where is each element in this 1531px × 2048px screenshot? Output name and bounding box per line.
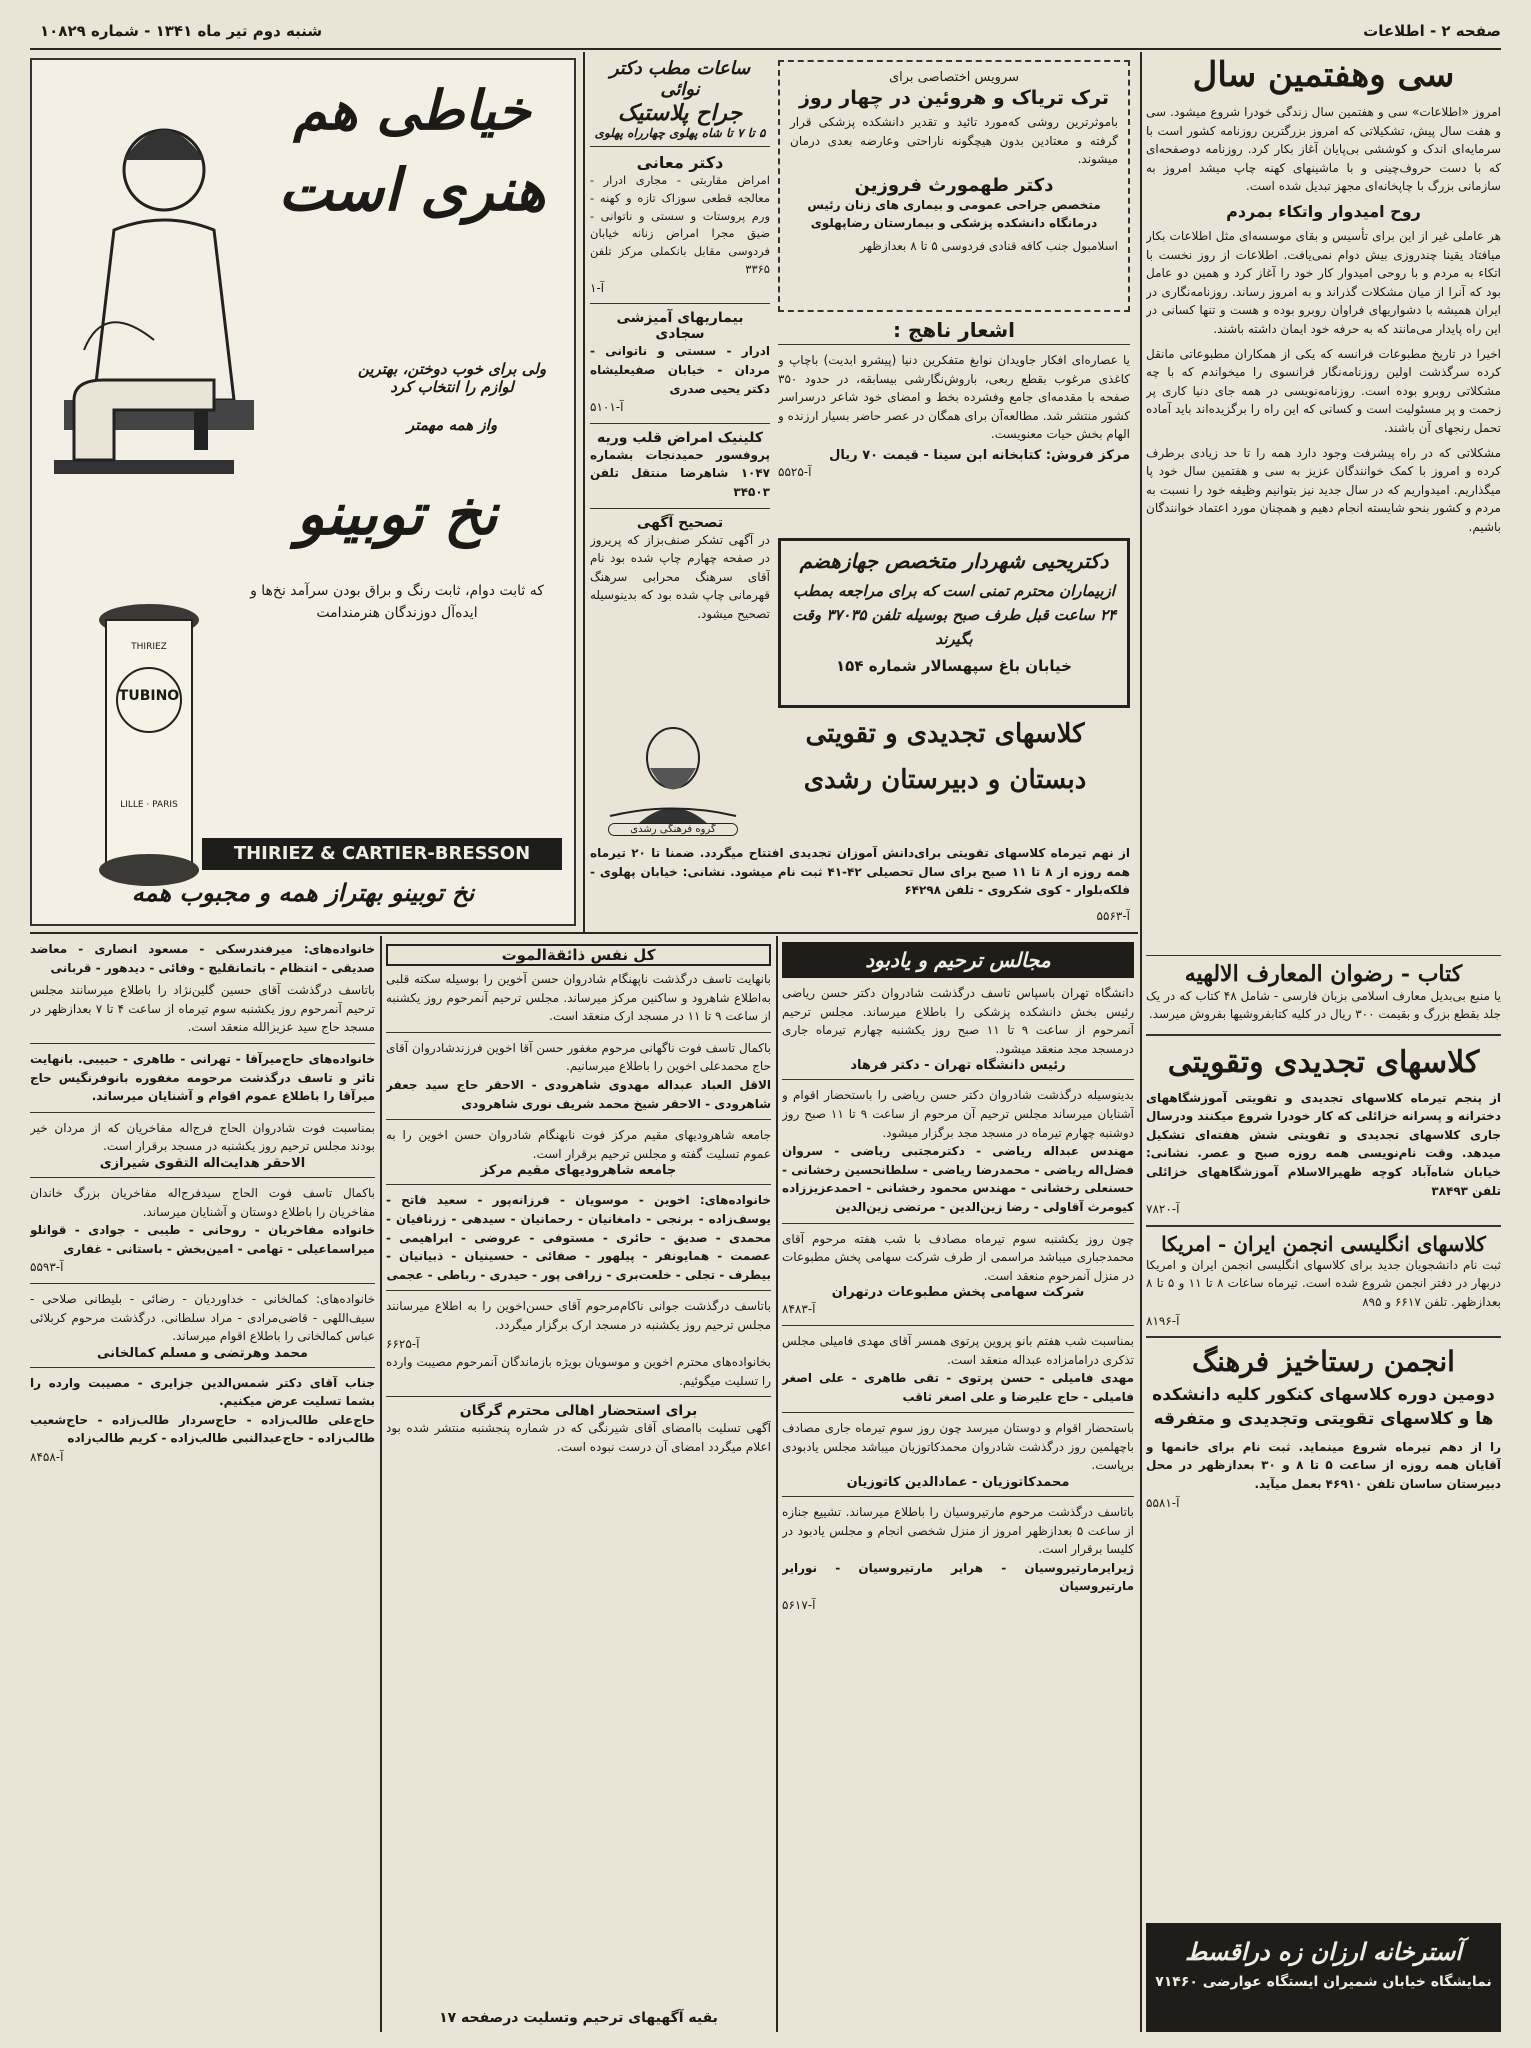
obit-code-6: آ-۸۴۵۸	[30, 1450, 64, 1465]
mid-box-body-5: باتاسف درگذشت جوانی ناکام‌مرحوم آقای حسن‌اخوین را به اطلاع میرسانند مجلس ترحیم روز یکشنبه در مسجد ارک برگزار میگردد.	[386, 1299, 771, 1332]
majlis-names-2: مهدی فامیلی - حسن پرتوی - تقی طاهری - علی اصغر فامیلی - حاج علیرضا و علی اصغر ثاقب	[782, 1371, 1134, 1404]
column-rule-right	[1140, 52, 1142, 2032]
rushdi-body: از نهم تیرماه کلاسهای تقویتی برای‌دانش آموزان تجدیدی افتتاح میگردد. ضمنا تا ۲۰ تیرماه همه روزه از ۸ تا ۱۱ صبح برای سال تحصیلی ۴۲-۴۱ ثبت نام میشود. نشانی: خیابان پهلوی - فلکه‌بلوار - کوی شکروی - تلفن ۶۴۲۹۸	[590, 846, 1130, 898]
obit-code-4: آ-۵۵۹۳	[30, 1260, 64, 1275]
obit-body-2: خانواده‌های حاج‌میرآقا - تهرانی - طاهری - حبیبی. بانهایت تاثر و تاسف درگذشت مرحومه مغفوره بانوفرنگیس حاج میرآقا را باطلاع عموم اقوام و آشنایان میرساند.	[30, 1051, 375, 1104]
anniversary-motto: روح امیدوار واتکاء بمردم	[1226, 202, 1421, 222]
majlis-body-6: باتاسف درگذشت مرحوم مارتیروسیان را باطلاع میرساند. تشییع جنازه از ساعت ۵ بعدازظهر امروز از منزل شخصی انجام و مجلس یادبود در کلیسا برقرار است.	[782, 1505, 1134, 1557]
page-header-right: صفحه ۲ - اطلاعات	[1363, 22, 1501, 40]
right-column	[1146, 52, 1501, 2032]
poems-code: آ-۵۵۲۵	[778, 464, 812, 479]
dr-maani-title: دکتر معانی	[636, 153, 724, 172]
section-rule-middle	[30, 932, 1138, 934]
rushdi-code: آ-۵۵۶۳	[1096, 909, 1130, 924]
column-rule-bottom-left	[380, 936, 382, 2032]
mid-box-body: بانهایت تاسف درگذشت ناپهنگام شادروان حسن آخوین را بوسیله سکته قلبی به‌اطلاع شاهرود و ساکنین مرکز میرساند. مجلس ترحیم آنمرحوم روز یکشنبه از ساعت ۹ تا ۱۱ در مسجد ارک منعقد است.	[386, 972, 771, 1024]
dr-navaei-address: ۵ تا ۷ تا شاه پهلوی چهارراه پهلوی	[594, 126, 766, 140]
mid-box-body-6: بخانواده‌های محترم اخوین و موسویان بویژه بازماندگان آنمرحوم مصیبت وارده را تسلیت میگوئیم.	[386, 1355, 771, 1388]
majlis-sign: رئیس دانشگاه تهران - دکتر فرهاد	[850, 1058, 1066, 1074]
correction-title: تصحیح آگهی	[636, 514, 724, 531]
obituaries-center	[386, 940, 771, 2030]
header-rule	[30, 48, 1501, 50]
mid-box-names-2: الاقل العباد عبداله مهدوی شاهرودی - الاحقر حاج سید جعفر شاهرودی - الاحقر شیخ محمد شریف نوری شاهرودی	[386, 1077, 771, 1111]
obit-body-6: جناب آقای دکتر شمس‌الدین جزایری - مصیبت وارده را بشما تسلیت عرض میکنیم.	[30, 1375, 375, 1409]
mid-box-bottom: بقیه آگهیهای ترحیم وتسلیت درصفحه ۱۷	[439, 2010, 718, 2026]
thread-ad-banner: THIRIEZ & CARTIER-BRESSON	[202, 838, 562, 870]
furniture-ad-title: آسترخانه ارزان زه دراقسط	[1185, 1937, 1462, 1966]
anniversary-body-3: اخیرا در تاریخ مطبوعات فرانسه که یکی از همکاران مطبوعاتی مانقل کرده سرگذشت اولین روزنامه‌نگار فرانسوی را میخواندم که با چه مشکلاتی روبرو بوده است. روزنامه‌نویسی در همه جای دنیا کاری پر زحمت و پر مسئولیت است و کسانی که این راه را برگزیده‌اند باید آماده تحمل رنجهای آن باشند.	[1146, 346, 1501, 435]
addiction-ad	[778, 60, 1130, 312]
thread-ad-tagline: ولی برای خوب دوختن، بهترین لوازم را انتخاب کرد	[357, 360, 547, 396]
majlis-body-3: چون روز یکشنبه سوم تیرماه مصادف با شب هفته مرحوم آقای محمدجباری میباشد مراسمی از طرف شرکت سهامی پخش مطبوعات در منزل آنمرحوم منعقد است.	[782, 1231, 1134, 1283]
sewing-machine	[44, 360, 244, 480]
majlis-body-5: باستحضار اقوام و دوستان میرسد چون روز سوم تیرماه جاری مصادف باچهلمین روز درگذشت شادروان محمدکاتوزیان میباشد مجلس یادبودی برپاست.	[782, 1421, 1134, 1473]
sewing-machine-icon	[44, 360, 244, 480]
obit-top: خانواده‌های: میرفندرسکی - مسعود انصاری - معاضد صدیقی - انتظام - باتمانقلیچ - وفائی - دیدهور - قربانی	[30, 942, 375, 975]
dr-yahya-address: خیابان باغ سپهسالار شماره ۱۵۴	[836, 657, 1072, 675]
mid-box-names-3: جامعه شاهرودیهای مقیم مرکز	[480, 1163, 677, 1179]
anniversary-body-1: امروز «اطلاعات» سی و هفتمین سال زندگی خودرا شروع میشود. سی و هفت سال پیش، تشکیلاتی که امروز بزرگترین روزنامه کشور است با سرمایه‌ای اندک و کوششی بی‌پایان آغاز بکار کرد. روزنامه دوصفحه‌ای که با دست حروف‌چینی و با ماشینهای کهنه چاپ میشد امروز به سازمانی بزرگ با چاپخانه‌ای مجهز تبدیل شده است.	[1146, 105, 1501, 194]
mid-box-body-2: باکمال تاسف فوت ناگهانی مرحوم مغفور حسن آقا اخوین فرزندشادروان آقای حاج محمدعلی اخوین را باطلاع میرسانیم.	[386, 1040, 771, 1074]
thread-ad-footer: نخ توبینو بهتراز همه و مجبوب همه	[131, 878, 475, 907]
bottom-furniture-ad	[1146, 1923, 1501, 2032]
mid-box-code-5: آ-۶۶۲۵	[386, 1336, 420, 1351]
spool-city: LILLE · PARIS	[120, 800, 178, 810]
mid-box-title-7: برای استحضار اهالی محترم گرگان	[459, 1403, 698, 1420]
addiction-ad-subtitle: سرویس اختصاصی برای	[888, 70, 1020, 85]
dr-maani-body: امراض مقاربتی - مجاری ادرار - معالجه قطعی سوزاک تازه و کهنه - ورم پروستات و سستی و ناتوانی - ضیق مجرا امراض زنانه خیابان فردوسی مقابل بانکملی مرکز تلفن ۳۳۶۵	[590, 173, 770, 277]
doctors-sidebar	[590, 58, 770, 708]
majlis-code-2: آ-۸۴۸۳	[782, 1302, 816, 1317]
column-rule-top-left	[583, 52, 585, 932]
addiction-ad-doctor-desc: متخصص جراحی عمومی و بیماری های زنان رئیس درمانگاه دانشکده پزشکی و بیمارستان رضاپهلوی	[807, 197, 1101, 231]
farhang-subtitle: دومین دوره کلاسهای کنکور کلیه دانشکده ها و کلاسهای تقویتی وتجدیدی و متفرقه	[1152, 1385, 1495, 1430]
thread-ad-headline-2: هنری است	[278, 156, 546, 224]
poems-title: اشعار ناهج :	[778, 318, 1130, 345]
farhang-body: را از دهم تیرماه شروع مینماید. ثبت نام برای خانمها و آقایان همه روزه از ساعت ۵ تا ۸ و ۳۰ بعدازظهر در محل دبیرستان ساسان تلفن ۴۶۹۱۰ بعمل میآید.	[1146, 1439, 1501, 1492]
majlis-names: مهندس عبداله ریاضی - دکترمجتبی ریاضی - سروان فضل‌اله ریاضی - محمدرضا ریاضی - سلطانحسین رخشانی - حسنعلی رخشانی - مهندس محمود رخشانی - احمدعزیززاده کیومرث آقاولی - رضا زین‌الدین - مرتضی زین‌الدین	[782, 1144, 1134, 1214]
obit-body-5: خانواده‌های: کمالخانی - خداوردیان - رضائی - بلیطانی صلاحی - سیف‌اللهی - قاضی‌مرادی - مراد سلطانی. درگذشت مرحوم کربلائی عباس کمالخانی را باطلاع اقوام میرساند.	[30, 1291, 375, 1344]
portrait-icon	[598, 716, 748, 836]
poems-sale: مرکز فروش: کتابخانه ابن سینا - قیمت ۷۰ ریال	[829, 447, 1130, 463]
rushdi-portrait	[598, 716, 748, 836]
english-classes-title: کلاسهای انگلیسی انجمن ایران - امریکا	[1161, 1231, 1486, 1256]
dr-maani-code: آ-۱	[590, 280, 605, 295]
correction-body: در آگهی تشکر صنف‌بزاز که پریروز در صفحه چهارم چاپ شده بود نام آقای سرهنگ محرابی سرهنگ قهرمانی چاپ شده بود که بدینوسیله تصحیح میشود.	[590, 532, 770, 621]
dr-yahya-ad	[778, 538, 1130, 708]
heart-clinic-body: پروفسور حمیدنجات بشماره ۱۰۴۷ شاهرضا منتقل تلفن ۳۴۵۰۳	[590, 447, 770, 500]
mid-box-body-7: آگهی تسلیت باامضای آقای شیرنگی که در شماره پنجشنبه منتشر شده بود اعلام میگردد امضای آن درست نبوده است.	[386, 1421, 771, 1454]
thread-ad-brand-sub: که ثابت دوام، ثابت رنگ و براق بودن سرآمد نخ‌ها و ایده‌آل دوزندگان هنرمندامت	[250, 583, 544, 622]
majlis-body: دانشگاه تهران باسپاس تاسف درگذشت شادروان دکتر حسن ریاضی رئیس بخش دانشکده پزشکی را باطلاع میرساند. مجلس ترحیم آنمرحوم از ساعت ۹ تا ۱۱ صبح روز یکشنبه چهارم تیرماه جاری درمسجد مجد منعقد میشود.	[782, 986, 1134, 1056]
tutoring-body: از پنجم تیرماه کلاسهای تجدیدی و تقویتی آموزشگاههای دخترانه و پسرانه خزائلی که کار خودرا شروع میکنند ودرسال جاری کلاسهای تجدیدی و تقویتی شش هفته‌ای تشکیل میدهد. وقت نام‌نویسی همه روزه صبح و عصر. نشانی: خیابان شاه‌آباد کوچه ظهیرالاسلام آموزشگاههای خزائلی تلفن ۳۸۴۹۳	[1146, 1090, 1501, 1198]
english-classes-code: آ-۸۱۹۶	[1146, 1313, 1180, 1328]
obit-sign-3: الاحقر هدایت‌اله التقوی شیرازی	[99, 1155, 306, 1171]
thread-ad-headline-1: خیاطی هم	[293, 78, 531, 142]
sajjadi-body: ادرار - سستی و ناتوانی - مردان - خیابان صفیعلیشاه دکتر یحیی صدری	[590, 344, 770, 396]
poems-body: یا عصاره‌ای افکار جاویدان نوابغ متفکرین دنیا (پیشرو ابدیت) باچاپ و کاغذی مرغوب بقطع ربعی، باروش‌نگارشی بیسابقه، در حدود ۳۵۰ صفحه با مقدمه‌ای جامع وفشرده بخط و امضای خود شاعر درسراسر کشور منتشر شد. مطالعه‌آن برای همگان در عصر حاضر بسیار ارزنده و الهام بخش حیات معنویست.	[778, 353, 1130, 442]
thread-ad-brand: نخ توبینو	[296, 480, 498, 548]
anniversary-body-4: مشکلاتی که در راه پیشرفت وجود دارد همه را تا حد زیادی برطرف کرده و امروز با کمک خوانندگان عزیز به سی و هفتمین سال خود پا میگذاریم. امیدواریم که در سال جدید نیز بتوانیم وظیفه خود را نسبت به مردم و کشور بنحو شایسته انجام دهیم و همچنان مورد اعتماد خوانندگان باشیم.	[1146, 445, 1501, 534]
tutoring-title: کلاسهای تجدیدی وتقویتی	[1167, 1045, 1480, 1081]
thread-ad-tagline-2: واز همه مهمتر	[406, 416, 498, 434]
thread-spool	[94, 600, 204, 900]
mid-box-body-4: خانواده‌های: اخوین - موسویان - فرزانه‌پور - سعید فاتح - یوسف‌زاده - برنجی - دامغانیان - رحمانیان - سیدهی - زرنافیان - محمدی - صدیق - حائری - مستوفی - عروضی - ابراهیمی - عصمت - همایونفر - پیلهور - صفائی - حسینیان - ذبیانیان - بیطرف - تجلی - خلعت‌بری - زرافی پور - حیدری - رباطی - عجمی	[386, 1193, 771, 1282]
addiction-ad-address: اسلامبول جنب کافه قنادی فردوسی ۵ تا ۸ بعدازظهر	[860, 238, 1118, 253]
mid-box-body-3: جامعه شاهرودیهای مقیم مرکز فوت نابهنگام شادروان حسن اخوین را به عموم تسلیت گفته و مجلس ترحیم برقرار است.	[386, 1128, 771, 1161]
anniversary-title: سی وهفتمین سال	[1192, 55, 1455, 95]
majlis-sign-2: شرکت سهامی پخش مطبوعات درتهران	[831, 1285, 1085, 1301]
majlis-code-4: آ-۵۶۱۷	[782, 1598, 816, 1613]
sajjadi-code: آ-۵۱۰۱	[590, 400, 624, 415]
heart-clinic-title: کلینیک امراض قلب وریه	[597, 429, 763, 446]
mid-box-title: کل نفس ذائقة‌الموت	[386, 944, 771, 966]
rushdi-title: کلاسهای تجدیدی و تقویتی	[805, 719, 1085, 749]
dr-yahya-body: ازبیماران محترم تمنی است که برای مراجعه بمطب ۲۴ ساعت قبل طرف صبح بوسیله تلفن ۳۷۰۳۵ وقت بگیرند	[791, 582, 1117, 648]
dr-navaei-title: ساعات مطب دکتر نوائی	[609, 58, 751, 100]
anniversary-body-2: هر عاملی غیر از این برای تأسیس و بقای موسسه‌ای مثل اطلاعات بکار میافتاد یقینا چندروزی بیش دوام نمی‌یافت. اطلاعات از روز نخست با اتکاء به مردم و با روحی امیدوار کار خود را آغاز کرد و همین دو عامل بود که آنرا از میان مشکلات گذراند و به امروز رساند. روزنامه‌نگاری در ایران همیشه با دشواریهای فراوان روبرو بوده و هست و تنها کسانی در این راه پایدار می‌مانند که به حرفه خود ایمان داشته باشند.	[1146, 229, 1501, 337]
book-title: کتاب - رضوان المعارف الالهیه	[1184, 960, 1463, 987]
rushdi-badge: گروه فرهنگی رشدی	[608, 823, 738, 836]
spool-label: TUBINO	[118, 688, 180, 704]
majlis-names-4: ژیرایرمارتیروسیان - هرایر مارتیروسیان - نوراير مارتیروسیان	[782, 1560, 1134, 1594]
addiction-ad-body: باموثرترین روشی که‌مورد تائید و تقدیر دانشکده پزشکی قرار گرفته و معتادین بدون هیچگونه ناراحتی وعارضه بعدی درمان میشوند.	[790, 115, 1118, 167]
farhang-code: آ-۵۵۸۱	[1146, 1495, 1180, 1510]
furniture-ad-subtitle: نمایشگاه خیابان شمیران ایستگاه عوارضی ۷۱۴۶۰	[1155, 1974, 1492, 1990]
obit-body: باتاسف درگذشت آقای حسین گلین‌نژاد را باطلاع میرسانند مجلس ترحیم آنمرحوم روز یکشنبه سوم تیرماه از ساعت ۴ تا ۷ بعدازظهر در مسجد حاج سید عزیزالله منعقد است.	[30, 983, 375, 1035]
majlis-column	[782, 940, 1134, 2030]
majlis-names-3: محمدکاتوزیان - عمادالدین کاتوزیان	[846, 1475, 1070, 1491]
dr-yahya-title: دکتریحیی شهردار متخصص جهازهضم	[799, 549, 1109, 573]
obituaries-left	[30, 940, 375, 2030]
obit-names-4: خانواده مفاخریان - روحانی - طیبی - جوادی - قوانلو میراسماعیلی - تهامی - امین‌بخش - باستانی - غفاری	[30, 1223, 375, 1256]
english-classes-body: ثبت نام دانشجویان جدید برای کلاسهای انگلیسی انجمن ایران و امریکا دربهار در دفتر انجمن شروع شده است. تیرماه ساعات ۸ تا ۱۱ و ۵ تا ۸ بعدازظهر. تلفن ۶۶۱۷ و ۸۹۵	[1146, 1257, 1501, 1309]
page-header-left: شنبه دوم تیر ماه ۱۳۴۱ - شماره ۱۰۸۲۹	[40, 22, 323, 40]
obit-body-4: باکمال تاسف فوت الحاج سیدفرج‌اله مفاخریان بزرگ خاندان مفاخریان را باطلاع دوستان و آشنایان میرساند.	[30, 1185, 375, 1219]
thread-ad	[30, 58, 576, 926]
obit-names-6: حاج‌علی طالب‌زاده - حاج‌سردار طالب‌زاده - حاج‌شعیب طالب‌زاده - حاج‌عبدالنبی طالب‌زاده - کریم طالب‌زاده	[30, 1412, 375, 1446]
addiction-ad-title: ترک تریاک و هروئین در چهار روز	[798, 87, 1110, 109]
column-rule-bottom-mid	[776, 936, 778, 2032]
sajjadi-title: بیماریهای آمیزشی سجادی	[616, 310, 744, 343]
addiction-ad-doctor: دکتر طهمورث فروزین	[854, 174, 1054, 196]
majlis-body-2: بدینوسیله درگذشت شادروان دکتر حسن ریاضی را باستحضار اقوام و آشنایان میرساند مجلس ترحیم آن مرحوم از ساعت ۹ تا ۱۱ صبح روز دوشنبه چهارم تیرماه در مسجد مجد برگزار میشود.	[782, 1088, 1134, 1140]
farhang-title: انجمن رستاخیز فرهنگ	[1192, 1345, 1455, 1379]
majlis-body-4: بمناسبت شب هفتم بانو پروین پرتوی همسر آقای مهدی فامیلی مجلس تذکری درامامزاده عبداله منعقد است.	[782, 1333, 1134, 1367]
rushdi-subtitle: دبستان و دبیرستان رشدی	[803, 765, 1087, 795]
dr-navaei-sub: جراح پلاستیک	[617, 100, 743, 126]
spool-small-text: THIRIEZ	[131, 642, 167, 652]
rushdi-ad	[590, 716, 1130, 926]
obit-names-5: محمد وهرتضی و مسلم کمالخانی	[97, 1345, 308, 1361]
tutoring-code: آ-۷۸۲۰	[1146, 1202, 1180, 1217]
majlis-title: مجالس ترحیم و یادبود	[782, 942, 1134, 978]
obit-body-3: بمناسبت فوت شادروان الحاج فرج‌اله مفاخریان که از مردان خیر بودند مجلس ترحیم روز یکشنبه در مسجد برقرار است.	[30, 1120, 375, 1154]
book-body: یا منبع بی‌بدیل معارف اسلامی بزبان فارسی - شامل ۴۸ کتاب که در یک جلد بقطع بزرگ و بقیمت ۳۰۰ ریال در کلیه کتابفروشیها بفروش میرسد.	[1146, 988, 1501, 1022]
